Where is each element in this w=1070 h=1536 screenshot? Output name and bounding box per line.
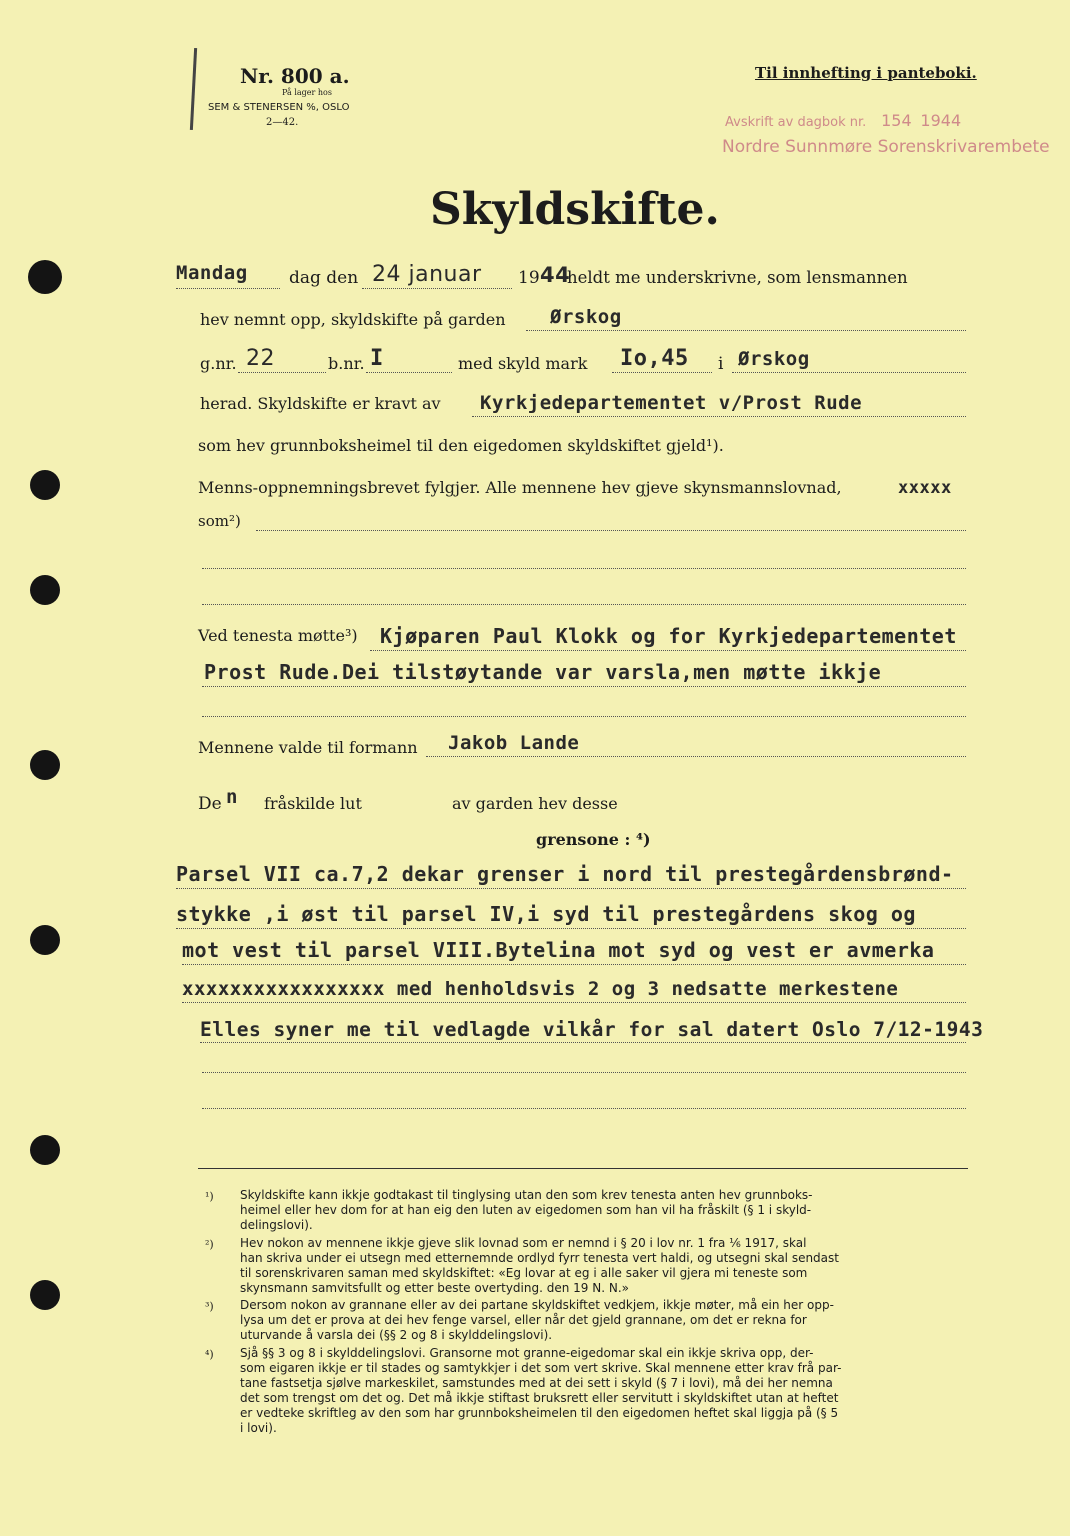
- pencil-mark: [190, 48, 197, 130]
- footnote-2-line-4: skynsmann samvitsfullt og etter beste overtyding. den 19 N. N.»: [240, 1281, 629, 1295]
- footnote-3-line-3: uturvande å varsla dei (§§ 2 og 8 i skylddelingslovi).: [240, 1328, 553, 1342]
- chairman-rule: [426, 756, 966, 757]
- footnote-4-line-5: er vedteke skriftleg av den som har grunnboksheimelen til den eigedomen heftet skal liggja på (§ 5: [240, 1406, 839, 1420]
- stamp-label: Avskrift av dagbok nr.: [725, 115, 867, 130]
- footnote-1-line-1: Skyldskifte kann ikkje godtakast til tinglysing utan den som krev tenesta anten hev grunnboks-: [240, 1188, 813, 1202]
- footnote-4-line-4: det som trengst om det og. Det må ikkje stiftast bruksrett eller servitutt i skyldskiftet utan at heftet: [240, 1391, 839, 1405]
- boundary-rule-3: [182, 964, 966, 965]
- footnote-4-line-6: i lovi).: [240, 1421, 277, 1435]
- label-i: i: [718, 354, 724, 374]
- requested-by-rule: [472, 416, 966, 417]
- footnote-3-line-1: Dersom nokon av grannane eller av dei partane skyldskiftet vedkjem, ikkje møter, må ein her opp-: [240, 1298, 834, 1312]
- footnote-separator: [198, 1168, 968, 1169]
- blank-rule-4: [202, 1108, 966, 1109]
- gnr-value: 22: [246, 346, 275, 371]
- stamp-year: 1944: [920, 111, 962, 130]
- label-ved-tenesta: Ved tenesta møtte³): [198, 626, 358, 645]
- boundary-rule-4: [182, 1002, 966, 1003]
- farm-rule: [526, 330, 966, 331]
- present-line-1: Kjøparen Paul Klokk og for Kyrkjedepartementet: [380, 624, 957, 648]
- journal-stamp-line-2: Nordre Sunnmøre Sorenskrivarembete: [722, 137, 1050, 157]
- footnote-3: [240, 1298, 834, 1343]
- footnote-1-line-3: delingslovi).: [240, 1218, 313, 1232]
- footnote-4: [240, 1346, 841, 1436]
- binder-hole-3: [30, 575, 60, 605]
- footnote-4-line-2: som eigaren ikkje er til stades og samtykkjer i det som vert skrive. Skal mennene etter krav frå par-: [240, 1361, 842, 1375]
- label-gnr: g.nr.: [200, 354, 237, 373]
- weekday: Mandag: [176, 262, 248, 284]
- footnote-2-line-1: Hev nokon av mennene ikkje gjeve slik lovnad som er nemnd i § 20 i lov nr. 1 fra ⅙ 1917, skal: [240, 1236, 807, 1250]
- bnr-rule: [366, 372, 452, 373]
- municipality: Ørskog: [738, 348, 810, 370]
- stamp-number: 154: [881, 111, 912, 130]
- date: 24 januar: [372, 262, 482, 287]
- blank-rule-1: [202, 568, 966, 569]
- binder-hole-4: [30, 750, 60, 780]
- label-med-skyld: med skyld mark: [458, 354, 588, 373]
- blank-rule-3: [202, 1072, 966, 1073]
- boundary-line-3: mot vest til parsel VIII.Bytelina mot syd og vest er avmerka: [182, 938, 935, 962]
- label-19: 19: [518, 268, 540, 288]
- bnr-value: I: [370, 346, 384, 371]
- binder-hole-5: [30, 925, 60, 955]
- requested-by: Kyrkjedepartementet v/Prost Rude: [480, 392, 863, 414]
- binding-note: Til innhefting i panteboki.: [755, 64, 977, 82]
- struck-text: xxxxx: [898, 478, 952, 498]
- boundary-line-2: stykke ,i øst til parsel IV,i syd til prestegårdens skog og: [176, 902, 916, 926]
- publisher-line-2: SEM & STENERSEN %, OSLO: [208, 102, 350, 113]
- label-som2: som²): [198, 512, 241, 530]
- label-formann: Mennene valde til formann: [198, 738, 418, 757]
- binder-hole-2: [30, 470, 60, 500]
- mark-value: Io,45: [620, 346, 689, 371]
- label-herad: herad. Skyldskifte er kravt av: [200, 394, 441, 413]
- farm-name: Ørskog: [550, 306, 622, 328]
- footnote-2-line-2: han skriva under ei utsegn med etternemnde ordlyd fyrr tenesta vert haldi, og utsegni skal sendast: [240, 1251, 839, 1265]
- form-number: Nr. 800 a.: [240, 64, 350, 88]
- footnote-4-line-1: Sjå §§ 3 og 8 i skylddelingslovi. Gransorne mot granne-eigedomar skal ein ikkje skriva opp, der-: [240, 1346, 814, 1360]
- boundary-rule-5: [200, 1042, 966, 1043]
- label-menns: Menns-oppnemningsbrevet fylgjer. Alle mennene hev gjeve skynsmannslovnad,: [198, 478, 842, 497]
- municipality-rule: [732, 372, 966, 373]
- chairman-name: Jakob Lande: [448, 732, 580, 754]
- label-dag-den: dag den: [289, 268, 359, 288]
- publisher-line-3: 2—42.: [266, 117, 299, 128]
- label-fraskilde: fråskilde lut: [264, 794, 362, 813]
- binder-hole-1: [28, 260, 62, 294]
- present-rule-1: [370, 650, 966, 651]
- boundary-line-1: Parsel VII ca.7,2 dekar grenser i nord til prestegårdensbrønd-: [176, 862, 954, 886]
- binder-hole-7: [30, 1280, 60, 1310]
- document-title: Skyldskifte.: [430, 184, 720, 235]
- footnote-4-line-3: tane fastsetja sjølve markeskilet, samstundes med at dei sett i skyld (§ 7 i lovi), må dei her nemna: [240, 1376, 833, 1390]
- label-heldt: heldt me underskrivne, som lensmannen: [567, 268, 908, 287]
- present-rule-3: [202, 716, 966, 717]
- label-av-garden: av garden hev desse: [452, 794, 618, 813]
- label-bnr: b.nr.: [328, 354, 365, 373]
- de-suffix: n: [226, 786, 238, 808]
- footnote-1-num: ¹): [205, 1190, 214, 1203]
- footnote-1: [240, 1188, 812, 1233]
- boundary-rule-1: [176, 888, 966, 889]
- footnote-3-line-2: lysa um det er prova at dei hev fenge varsel, eller når det gjeld grannane, om det er rekna for: [240, 1313, 807, 1327]
- label-de: De: [198, 794, 222, 814]
- publisher-line-1: På lager hos: [282, 88, 332, 97]
- boundary-rule-2: [176, 928, 966, 929]
- label-grensone: grensone : ⁴): [536, 830, 651, 849]
- footnote-3-num: ³): [205, 1300, 214, 1313]
- year-suffix: 44: [540, 263, 571, 287]
- footnote-2-line-3: til sorenskrivaren saman med skyldskiftet: «Eg lovar at eg i alle saker vil gjera mi teneste som: [240, 1266, 808, 1280]
- footnote-4-num: ⁴): [205, 1348, 214, 1361]
- som2-rule: [256, 530, 966, 531]
- gnr-rule: [238, 372, 326, 373]
- mark-rule: [612, 372, 712, 373]
- binder-hole-6: [30, 1135, 60, 1165]
- boundary-line-4: xxxxxxxxxxxxxxxxx med henholdsvis 2 og 3 nedsatte merkestene: [182, 978, 899, 1000]
- boundary-line-5: Elles syner me til vedlagde vilkår for sal datert Oslo 7/12-1943: [200, 1018, 984, 1041]
- present-rule-2: [202, 686, 966, 687]
- present-line-2: Prost Rude.Dei tilstøytande var varsla,men møtte ikkje: [204, 660, 882, 684]
- label-som-hev: som hev grunnboksheimel til den eigedomen skyldskiftet gjeld¹).: [198, 436, 724, 455]
- weekday-rule: [176, 288, 280, 289]
- footnote-2: [240, 1236, 839, 1296]
- footnote-2-num: ²): [205, 1238, 214, 1251]
- label-hev-nemnt: hev nemnt opp, skyldskifte på garden: [200, 310, 506, 329]
- date-rule: [362, 288, 512, 289]
- footnote-1-line-2: heimel eller hev dom for at han eig den luten av eigedomen som han vil ha fråskilt (§ 1 i skyld-: [240, 1203, 812, 1217]
- blank-rule-2: [202, 604, 966, 605]
- journal-stamp-line-1: [725, 111, 961, 130]
